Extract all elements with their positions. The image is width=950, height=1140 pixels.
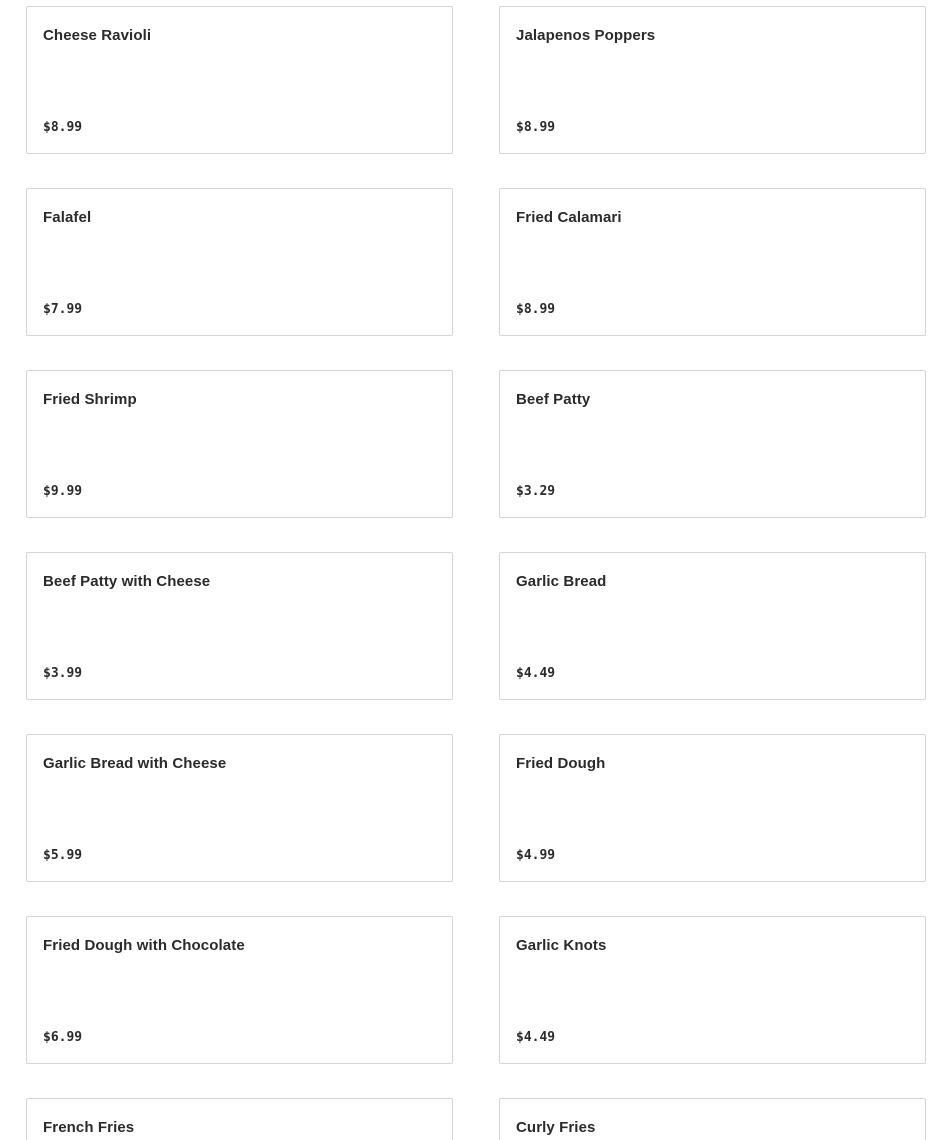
menu-item-price: $8.99: [516, 120, 556, 135]
menu-item-name: Curly Fries: [516, 1119, 596, 1136]
menu-item-name: Fried Shrimp: [43, 391, 137, 408]
menu-item-price: $7.99: [43, 302, 83, 317]
menu-item-name: Falafel: [43, 209, 92, 226]
menu-item-name: Garlic Knots: [516, 937, 607, 954]
menu-item-price: $6.99: [43, 1030, 83, 1045]
menu-item-price: $4.99: [516, 848, 556, 863]
menu-item-card-garlic-knots[interactable]: [499, 916, 926, 1064]
menu-item-price: $4.49: [516, 1030, 556, 1045]
menu-item-price: $8.99: [43, 120, 83, 135]
menu-item-card-garlic-bread-with-cheese[interactable]: [26, 734, 453, 882]
menu-item-name: French Fries: [43, 1119, 135, 1136]
menu-item-card-french-fries[interactable]: [26, 1098, 453, 1140]
menu-item-name: Beef Patty with Cheese: [43, 573, 211, 590]
menu-item-price: $3.99: [43, 666, 83, 681]
menu-item-name: Beef Patty: [516, 391, 591, 408]
menu-item-price: $4.49: [516, 666, 556, 681]
menu-item-card-fried-calamari[interactable]: [499, 188, 926, 336]
menu-item-card-fried-dough-with-chocolate[interactable]: [26, 916, 453, 1064]
menu-item-card-beef-patty-with-cheese[interactable]: [26, 552, 453, 700]
menu-item-name: Fried Dough: [516, 755, 606, 772]
menu-item-price: $5.99: [43, 848, 83, 863]
menu-item-price: $9.99: [43, 484, 83, 499]
menu-item-card-fried-shrimp[interactable]: [26, 370, 453, 518]
menu-item-name: Jalapenos Poppers: [516, 27, 656, 44]
menu-item-name: Garlic Bread: [516, 573, 607, 590]
menu-item-name: Garlic Bread with Cheese: [43, 755, 227, 772]
menu-item-card-curly-fries[interactable]: [499, 1098, 926, 1140]
menu-item-price: $8.99: [516, 302, 556, 317]
menu-item-card-garlic-bread[interactable]: [499, 552, 926, 700]
menu-item-card-beef-patty[interactable]: [499, 370, 926, 518]
menu-item-name: Fried Dough with Chocolate: [43, 937, 245, 954]
menu-item-name: Fried Calamari: [516, 209, 622, 226]
menu-item-card-fried-dough[interactable]: [499, 734, 926, 882]
menu-item-price: $3.29: [516, 484, 556, 499]
menu-item-card-falafel[interactable]: [26, 188, 453, 336]
menu-item-card-cheese-ravioli[interactable]: [26, 6, 453, 154]
menu-item-name: Cheese Ravioli: [43, 27, 152, 44]
menu-item-card-jalapenos-poppers[interactable]: [499, 6, 926, 154]
